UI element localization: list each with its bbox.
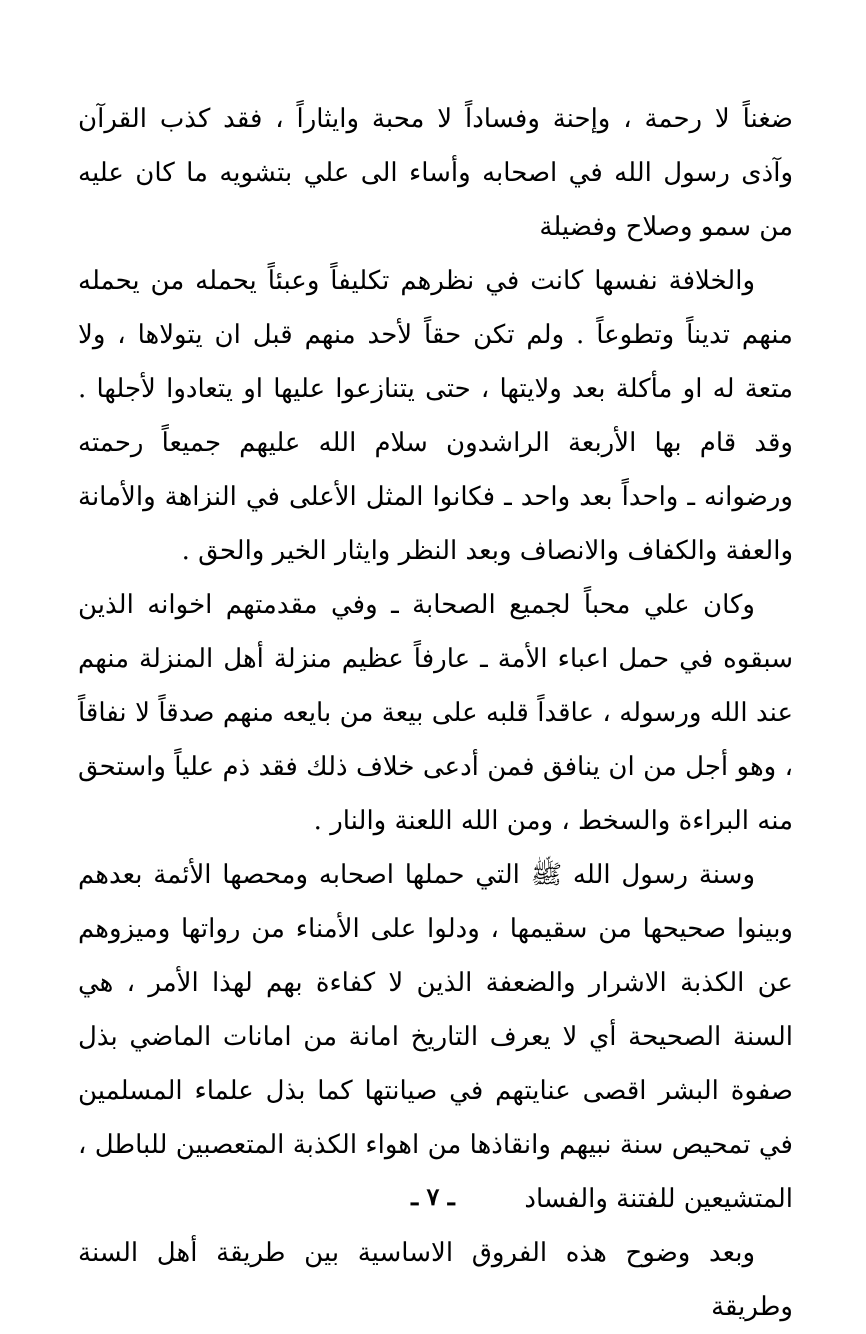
paragraph-3: وكان علي محباً لجميع الصحابة ـ وفي مقدمتهم اخوانه الذين سبقوه في حمل اعباء الأمة ـ عارفاً عظيم منزلة أهل المنزلة منهم عند الله ورسوله ، عاقداً قلبه على بيعة من بايعه منهم صدقاً لا نفاقاً ، وهو أجل من ان ينافق فمن أدعى خلاف ذلك فقد ذم علياً واستحق منه البراءة والسخط ، ومن الله اللعنة والنار . xyxy=(78,590,793,836)
page-body-text xyxy=(78,92,793,1334)
paragraph-2: والخلافة نفسها كانت في نظرهم تكليفاً وعبئاً يحمله من يحمله منهم تديناً وتطوعاً . ولم تكن حقاً لأحد منهم قبل ان يتولاها ، ولا متعة له او مأكلة بعد ولايتها ، حتى يتنازعوا عليها او يتعادوا لأجلها . وقد قام بها الأربعة الراشدون سلام الله عليهم جميعاً رحمته ورضوانه ـ واحداً بعد واحد ـ فكانوا المثل الأعلى في النزاهة والأمانة والعفة والكفاف والانصاف وبعد النظر وايثار الخير والحق . xyxy=(78,266,793,566)
page-number: ـ ٧ ـ xyxy=(411,1182,455,1211)
paragraph-4: وسنة رسول الله ﷺ التي حملها اصحابه ومحصها الأئمة بعدهم وبينوا صحيحها من سقيمها ، ودلوا على الأمناء من رواتها وميزوهم عن الكذبة الاشرار والضعفة الذين لا كفاءة بهم لهذا الأمر ، هي السنة الصحيحة أي لا يعرف التاريخ امانة من امانات الماضي بذل صفوة البشر اقصى عنايتهم في صيانتها كما بذل علماء المسلمين في تمحيص سنة نبيهم وانقاذها من اهواء الكذبة المتعصبين للباطل ، المتشيعين للفتنة والفساد xyxy=(78,860,793,1214)
paragraph-1: ضغناً لا رحمة ، وإحنة وفساداً لا محبة وايثاراً ، فقد كذب القرآن وآذى رسول الله في اصحابه وأساء الى علي بتشويه ما كان عليه من سمو وصلاح وفضيلة xyxy=(78,104,793,242)
paragraph-5: وبعد وضوح هذه الفروق الاساسية بين طريقة أهل السنة وطريقة xyxy=(78,1238,793,1322)
